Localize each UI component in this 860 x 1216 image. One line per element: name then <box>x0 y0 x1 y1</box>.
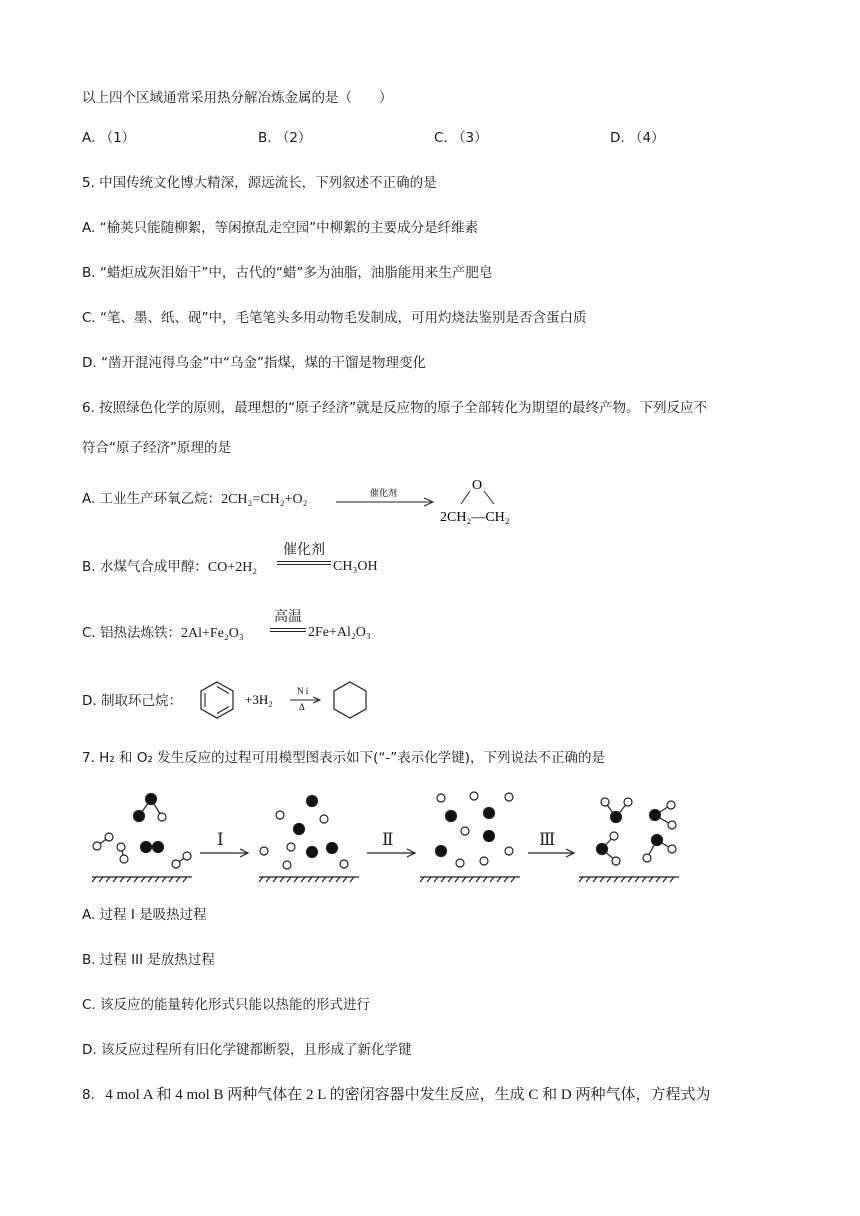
q4-option-a[interactable]: A. （1） <box>82 130 136 146</box>
q6-b-product: CH₃OH <box>333 559 378 574</box>
q6-b-equal-line-top <box>277 561 331 562</box>
surface-2 <box>259 877 359 882</box>
q5-option-b[interactable]: B. “蜡炬成灰泪始干”中，古代的“蜡”多为油脂，油脂能用来生产肥皂 <box>82 265 493 281</box>
q7-stem: 7. H₂ 和 O₂ 发生反应的过程可用模型图表示如下(“-”表示化学键)，下列说法不正确的是 <box>82 750 606 766</box>
q6-c-equal-line-top <box>270 628 306 629</box>
q6-b-reactants: CO+2H₂ <box>207 560 258 575</box>
step-label-1: Ⅰ <box>217 830 224 849</box>
q6-a-label: A. 工业生产环氧乙烷： <box>82 491 222 507</box>
q6-a-product: 2CH₂—CH₂ <box>440 510 510 525</box>
q8-stem: 4 mol A 和 4 mol B 两种气体在 2 L 的密闭容器中发生反应，生成 C 和 D 两种气体，方程式为 <box>105 1087 711 1103</box>
q6-c-reactants: 2Al+Fe₂O₃ <box>181 626 244 641</box>
q6-d-reagent: +3H₂ <box>245 692 273 707</box>
q6-option-b[interactable] <box>82 557 257 578</box>
panel-1-molecules <box>93 794 191 869</box>
q6-c-condition: 高温 <box>274 609 302 625</box>
q6-stem-line1: 6. 按照绿色化学的原则，最理想的“原子经济”就是反应物的原子全部转化为期望的最终产物。下列反应不 <box>82 400 708 416</box>
arrow-step-2 <box>367 849 415 857</box>
q4-option-b[interactable]: B. （2） <box>258 130 312 146</box>
step-label-2: Ⅱ <box>382 830 394 849</box>
q6-a-catalyst: 催化剂 <box>370 488 398 498</box>
q7-option-a[interactable]: A. 过程 I 是吸热过程 <box>82 907 207 923</box>
q6-a-reactants: 2CH₂=CH₂+O₂ <box>221 492 308 507</box>
panel-4-molecules <box>597 798 677 865</box>
arrow-step-3 <box>528 849 574 857</box>
q6-stem-line2: 符合“原子经济”原理的是 <box>82 440 231 456</box>
q7-model-diagram <box>84 785 694 890</box>
panel-2-atoms <box>260 796 348 870</box>
arrow-step-1 <box>200 849 248 857</box>
q8-stem-line <box>82 1085 711 1105</box>
benzene-ring-icon <box>201 682 233 718</box>
q5-stem: 5. 中国传统文化博大精深，源远流长，下列叙述不正确的是 <box>82 175 437 191</box>
q6-c-equal-line-bottom <box>270 631 306 632</box>
step-label-3: Ⅲ <box>539 830 556 849</box>
surface-3 <box>420 877 520 882</box>
question-4-stem-tail: 以上四个区域通常采用热分解冶炼金属的是（ ） <box>82 90 393 106</box>
q5-option-c[interactable]: C. “笔、墨、纸、砚”中，毛笔笔头多用动物毛发制成，可用灼烧法鉴别是否含蛋白质 <box>82 310 587 326</box>
q6-c-label: C. 铝热法炼铁： <box>82 625 182 641</box>
q6-d-equation-graphic <box>195 680 375 722</box>
surface-1 <box>92 877 192 882</box>
q7-option-b[interactable]: B. 过程 III 是放热过程 <box>82 952 215 968</box>
q6-a-oxygen: O <box>472 478 483 493</box>
q6-d-label: D. 制取环己烷： <box>82 693 182 709</box>
q6-b-condition: 催化剂 <box>283 542 325 558</box>
q6-d-catalyst: N i <box>297 686 309 696</box>
q7-option-c[interactable]: C. 该反应的能量转化形式只能以热能的形式进行 <box>82 997 371 1013</box>
panel-3-atoms <box>436 792 514 867</box>
q8-number: 8. <box>82 1087 95 1103</box>
q6-b-equal-line-bottom <box>277 564 331 565</box>
q6-option-c[interactable] <box>82 623 244 644</box>
q7-option-d[interactable]: D. 该反应过程所有旧化学键都断裂，且形成了新化学键 <box>82 1042 412 1058</box>
q6-a-ring-bond-right <box>484 491 494 504</box>
cyclohexane-ring-icon <box>334 682 366 718</box>
q4-option-d[interactable]: D. （4） <box>610 130 665 146</box>
q6-d-heat-symbol: Δ <box>299 702 305 712</box>
q4-option-c[interactable]: C. （3） <box>434 130 488 146</box>
surface-4 <box>579 877 679 882</box>
q5-option-d[interactable]: D. “凿开混沌得乌金”中“乌金”指煤，煤的干馏是物理变化 <box>82 355 426 371</box>
q5-option-a[interactable]: A. “榆荚只能随柳絮，等闲撩乱走空园”中柳絮的主要成分是纤维素 <box>82 220 479 236</box>
q6-a-equation-graphic <box>334 474 534 530</box>
q6-b-label: B. 水煤气合成甲醇： <box>82 559 208 575</box>
q6-a-ring-bond-left <box>461 491 470 504</box>
q6-c-products: 2Fe+Al₂O₃ <box>308 625 371 640</box>
q6-option-d[interactable] <box>82 691 182 711</box>
q6-option-a[interactable] <box>82 489 308 510</box>
